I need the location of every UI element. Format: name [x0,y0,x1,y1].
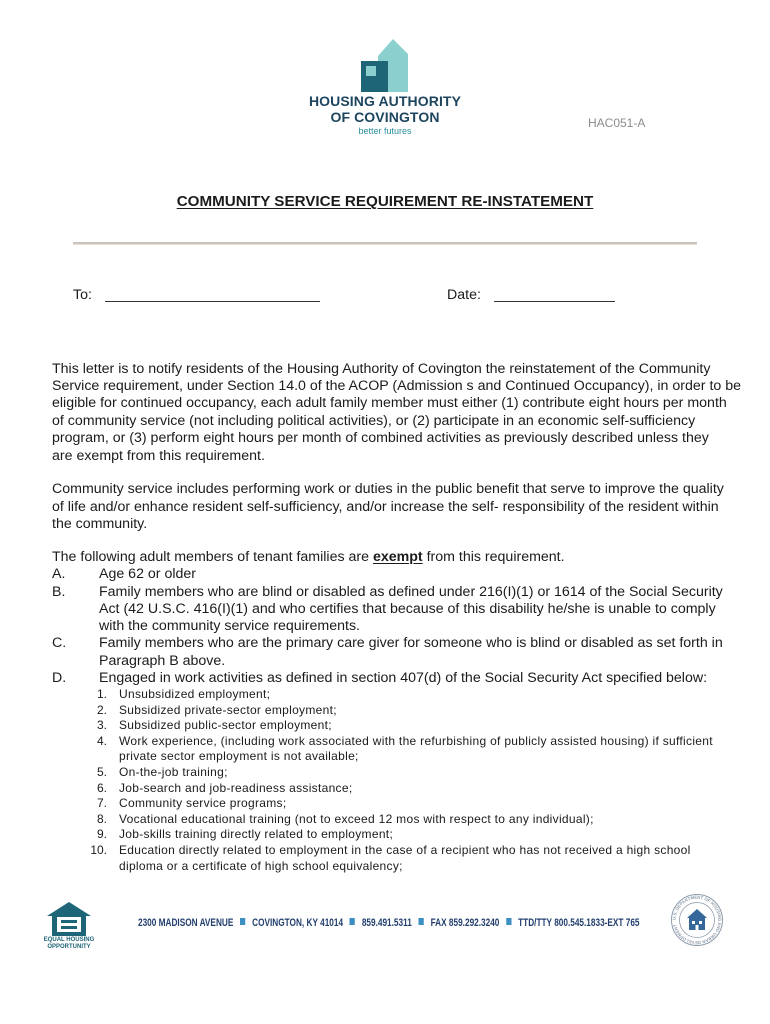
hud-seal-icon [670,893,724,947]
work-activities-list [0,687,770,874]
work-activity-text: Community service programs; [119,796,287,811]
exemption-item [52,670,723,687]
work-activity-text: Unsubsidized employment; [119,687,271,701]
exemption-item [52,635,723,670]
paragraph-line: are exempt from this requirement. [52,447,265,464]
work-activity-text: On-the-job training; [119,764,228,779]
work-activity-item [0,812,770,828]
separator-square-icon [350,918,355,925]
exemption-marker: A. [52,566,66,583]
equal-housing-text-line: EQUAL HOUSING [43,937,95,943]
exempt-intro-after: from this requirement. [422,549,565,565]
paragraph-definition [52,481,724,533]
work-activity-number: 7. [96,796,107,811]
work-activity-item [0,687,770,703]
document-title [0,193,770,211]
org-tagline: better futures [358,126,412,136]
exemption-item [52,584,723,636]
work-activity-text: Vocational educational training (not to exceed 12 mos with respect to any individual); [119,811,594,826]
work-activity-item [0,718,770,734]
work-activity-number: 6. [96,780,107,795]
org-name-line1: HOUSING AUTHORITY [308,93,462,109]
exemption-text-line: Engaged in work activities as defined in section 407(d) of the Social Security Act specified below: [99,670,708,687]
paragraph-notice [52,361,741,465]
footer-address: 2300 MADISON AVENUE [138,917,234,929]
exemption-marker: B. [52,583,66,600]
title-divider [73,242,697,244]
work-activity-item [0,703,770,719]
exemption-text-line: Age 62 or older [99,566,197,583]
to-label: To: [73,287,92,303]
to-blank-line [105,301,320,302]
footer-fax: FAX 859.292.3240 [430,917,500,929]
footer-phone: 859.491.5311 [361,917,412,929]
paragraph-line: of community service (not including political activities), or (2) participate in an economic self-sufficiency [52,412,696,429]
paragraph-line: the community. [52,516,148,533]
exempt-intro [52,549,723,566]
date-label: Date: [447,287,481,303]
work-activity-item [0,781,770,797]
work-activity-number: 9. [96,827,107,842]
separator-square-icon [240,918,245,925]
paragraph-line: of life and/or enhance resident self-sufficiency, and/or increase the self- responsibility of the resident within [52,498,719,515]
work-activity-number: 8. [96,811,107,826]
work-activity-item [0,734,770,765]
building-logo-icon [355,37,415,95]
work-activity-number: 5. [96,764,107,779]
footer-contact-line [138,916,640,930]
exemption-text-line: Paragraph B above. [99,652,226,669]
work-activity-text: Job-skills training directly related to employment; [119,827,394,842]
paragraph-line: This letter is to notify residents of the Housing Authority of Covington the reinstatement of the Community [52,360,711,377]
form-code: HAC051-A [588,116,646,130]
work-activity-text: private sector employment is not available; [119,749,359,764]
seal-text-path: U.S. DEPARTMENT OF HOUSING AND URBAN DEVELOPMENT [671,894,723,946]
work-activity-text: Subsidized public-sector employment; [119,718,332,733]
work-activity-number: 3. [96,718,107,733]
work-activity-item [0,796,770,812]
exemption-text-line: Family members who are blind or disabled as defined under 216(I)(1) or 1614 of the Social Security [99,583,723,600]
exemption-marker: D. [52,670,67,687]
work-activity-text: Work experience, (including work associated with the refurbishing of publicly assisted housing) if sufficient [119,733,713,748]
work-activity-item [0,765,770,781]
org-name-line2: OF COVINGTON [330,109,440,125]
work-activity-number: 10. [90,842,107,857]
exempt-emphasis: exempt [372,549,423,565]
exemptions-section [52,549,723,687]
equal-housing-text [39,937,99,950]
paragraph-line: program, or (3) perform eight hours per month of combined activities as previously described unless they [52,430,709,447]
exemption-text-line: Act (42 U.S.C. 416(I)(1) and who certifies that because of this disability he/she is unable to comply [99,600,716,617]
separator-square-icon [419,918,424,925]
work-activity-item [0,827,770,843]
work-activity-text: diploma or a certificate of high school equivalency; [119,858,403,873]
exemption-text-line: Family members who are the primary care giver for someone who is blind or disabled as set forth in [99,635,723,652]
work-activity-text: Education directly related to employment in the case of a recipient who has not received a high school [119,842,691,857]
separator-square-icon [506,918,511,925]
exemption-marker: C. [52,635,67,652]
date-blank-line [494,301,615,302]
work-activity-number: 2. [96,702,107,717]
work-activity-text: Subsidized private-sector employment; [119,702,337,717]
exemption-text-line: with the community service requirements. [99,618,360,635]
work-activity-text: Job-search and job-readiness assistance; [119,780,353,795]
paragraph-line: eligible for continued occupancy, each adult family member must either (1) contribute eight hours per month [52,395,727,412]
paragraph-line: Service requirement, under Section 14.0 of the ACOP (Admission s and Continued Occupancy), in order to be [52,377,741,394]
equal-housing-text-line: OPPORTUNITY [47,943,91,950]
work-activity-item [0,843,770,874]
equal-housing-icon [46,901,92,937]
footer-city: COVINGTON, KY 41014 [252,917,344,929]
paragraph-line: Community service includes performing work or duties in the public benefit that serve to improve the quality [52,481,724,498]
document-title-text: COMMUNITY SERVICE REQUIREMENT RE-INSTATEMENT [176,193,594,210]
exemption-item [52,566,723,583]
footer-tty: TTD/TTY 800.545.1833-EXT 765 [518,917,640,929]
work-activity-number: 1. [96,687,107,701]
exempt-intro-before: The following adult members of tenant families are [52,549,373,565]
work-activity-number: 4. [96,733,107,748]
